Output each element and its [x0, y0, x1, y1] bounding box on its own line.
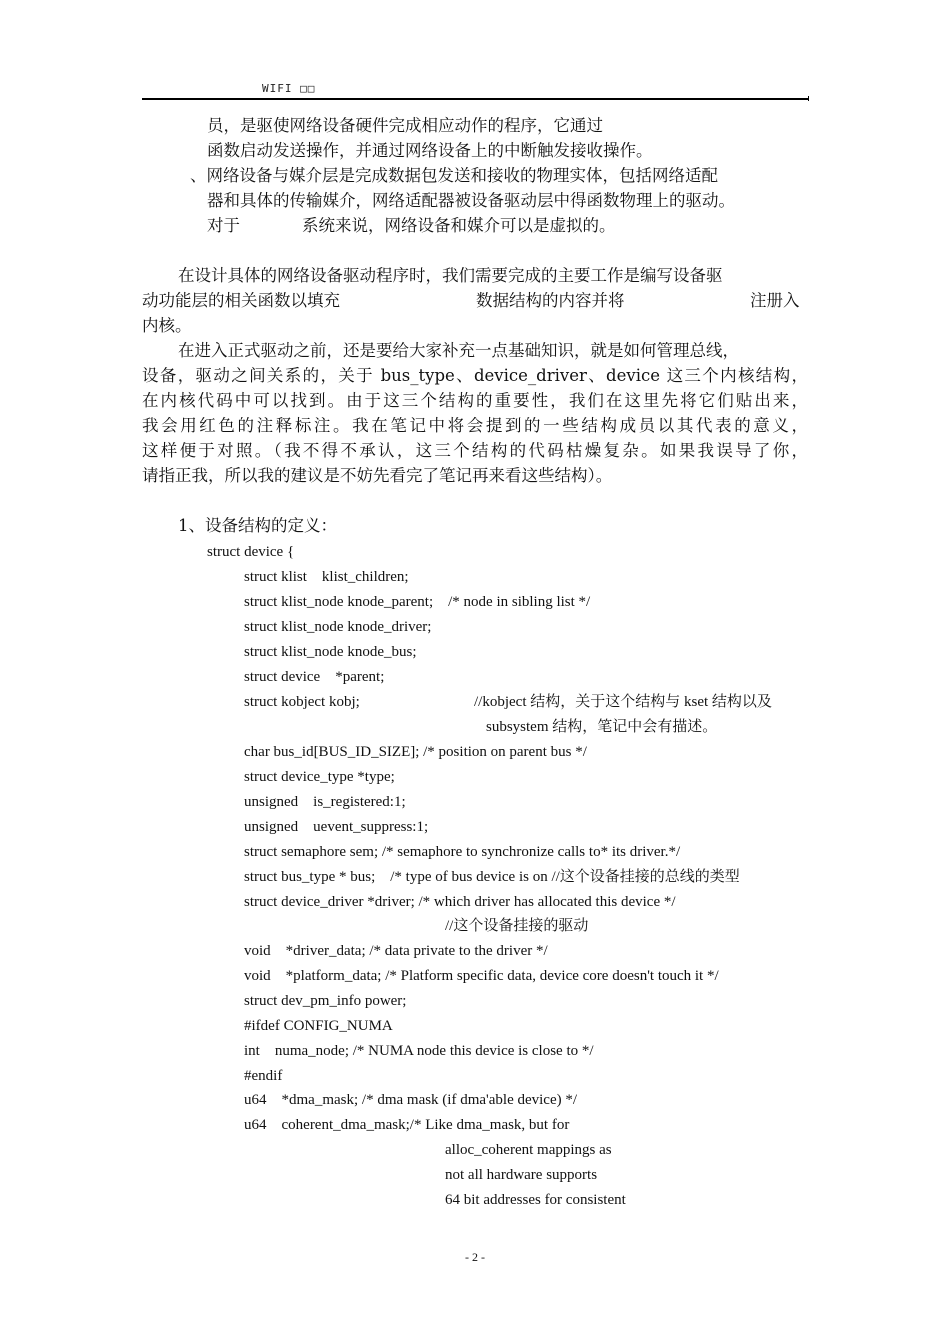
code-comment: subsystem 结构，笔记中会有描述。 — [486, 719, 718, 735]
code-line: u64 coherent_dma_mask;/* Like dma_mask, but for — [244, 1117, 570, 1133]
code-line: struct dev_pm_info power; — [244, 993, 407, 1009]
code-comment: //kobject 结构，关于这个结构与 kset 结构以及 — [474, 694, 772, 710]
code-line: struct device_type *type; — [244, 769, 395, 785]
code-line: unsigned is_registered:1; — [244, 794, 406, 810]
para1-line-2c: 注册入 — [750, 291, 800, 310]
code-line: struct device_driver *driver; /* which driver has allocated this device */ — [244, 894, 676, 910]
code-line: struct klist_node knode_bus; — [244, 644, 417, 660]
page-number: - 2 - — [465, 1250, 485, 1264]
para2-line-5: 这样便于对照。（我不得不承认，这三个结构的代码枯燥复杂。如果我误导了你， — [142, 441, 808, 460]
para1-line-2a: 动功能层的相关函数以填充 — [142, 291, 340, 310]
code-line: struct semaphore sem; /* semaphore to synchronize calls to* its driver.*/ — [244, 844, 681, 860]
intro-line-4: 器和具体的传输媒介，网络适配器被设备驱动层中得函数物理上的驱动。 — [207, 191, 735, 210]
para1-line-1: 在设计具体的网络设备驱动程序时，我们需要完成的主要工作是编写设备驱 — [178, 266, 723, 285]
code-struct-open: struct device { — [207, 544, 295, 560]
code-comment: not all hardware supports — [445, 1167, 598, 1183]
code-comment: 64 bit addresses for consistent — [445, 1192, 626, 1208]
code-line: int numa_node; /* NUMA node this device is close to */ — [244, 1043, 594, 1059]
code-line: struct klist_node knode_parent; /* node in sibling list */ — [244, 594, 591, 610]
header-title: WIFI □□ — [262, 82, 316, 95]
intro-line-5a: 对于 — [207, 216, 240, 235]
code-line: struct kobject kobj; — [244, 694, 360, 710]
section-heading: 1、设备结构的定义： — [178, 516, 337, 535]
code-line: char bus_id[BUS_ID_SIZE]; /* position on parent bus */ — [244, 744, 587, 760]
para1-line-3: 内核。 — [142, 316, 192, 335]
code-line: struct klist_node knode_driver; — [244, 619, 432, 635]
code-line: void *driver_data; /* data private to the driver */ — [244, 943, 548, 959]
para2-line-4: 我会用红色的注释标注。我在笔记中将会提到的一些结构成员以其代表的意义， — [142, 416, 808, 435]
code-line: struct klist klist_children; — [244, 569, 409, 585]
intro-line-1: 员，是驱使网络设备硬件完成相应动作的程序，它通过 — [207, 116, 603, 135]
intro-line-3: 、网络设备与媒介层是完成数据包发送和接收的物理实体，包括网络适配 — [190, 166, 718, 185]
para1-line-2b: 数据结构的内容并将 — [476, 291, 625, 310]
para2-line-6: 请指正我，所以我的建议是不妨先看完了笔记再来看这些结构）。 — [142, 466, 613, 485]
para2-line-3: 在内核代码中可以找到。由于这三个结构的重要性，我们在这里先将它们贴出来， — [142, 391, 808, 410]
code-line: u64 *dma_mask; /* dma mask (if dma'able device) */ — [244, 1092, 578, 1108]
code-line: void *platform_data; /* Platform specific data, device core doesn't touch it */ — [244, 968, 719, 984]
code-line: #ifdef CONFIG_NUMA — [244, 1018, 393, 1034]
code-comment: alloc_coherent mappings as — [445, 1142, 612, 1158]
header-rule-tick — [808, 96, 809, 101]
code-line: struct device *parent; — [244, 669, 385, 685]
para2-line-2: 设备，驱动之间关系的，关于 bus_type、device_driver、device 这三个内核结构， — [142, 366, 808, 385]
code-line: unsigned uevent_suppress:1; — [244, 819, 429, 835]
intro-line-5b: 系统来说，网络设备和媒介可以是虚拟的。 — [302, 216, 616, 235]
code-line: #endif — [244, 1068, 283, 1084]
intro-line-2: 函数启动发送操作，并通过网络设备上的中断触发接收操作。 — [207, 141, 653, 160]
para2-line-1: 在进入正式驱动之前，还是要给大家补充一点基础知识，就是如何管理总线， — [178, 341, 739, 360]
header-rule — [142, 98, 808, 100]
code-comment: //这个设备挂接的驱动 — [445, 918, 589, 934]
code-line: struct bus_type * bus; /* type of bus device is on //这个设备挂接的总线的类型 — [244, 869, 740, 885]
